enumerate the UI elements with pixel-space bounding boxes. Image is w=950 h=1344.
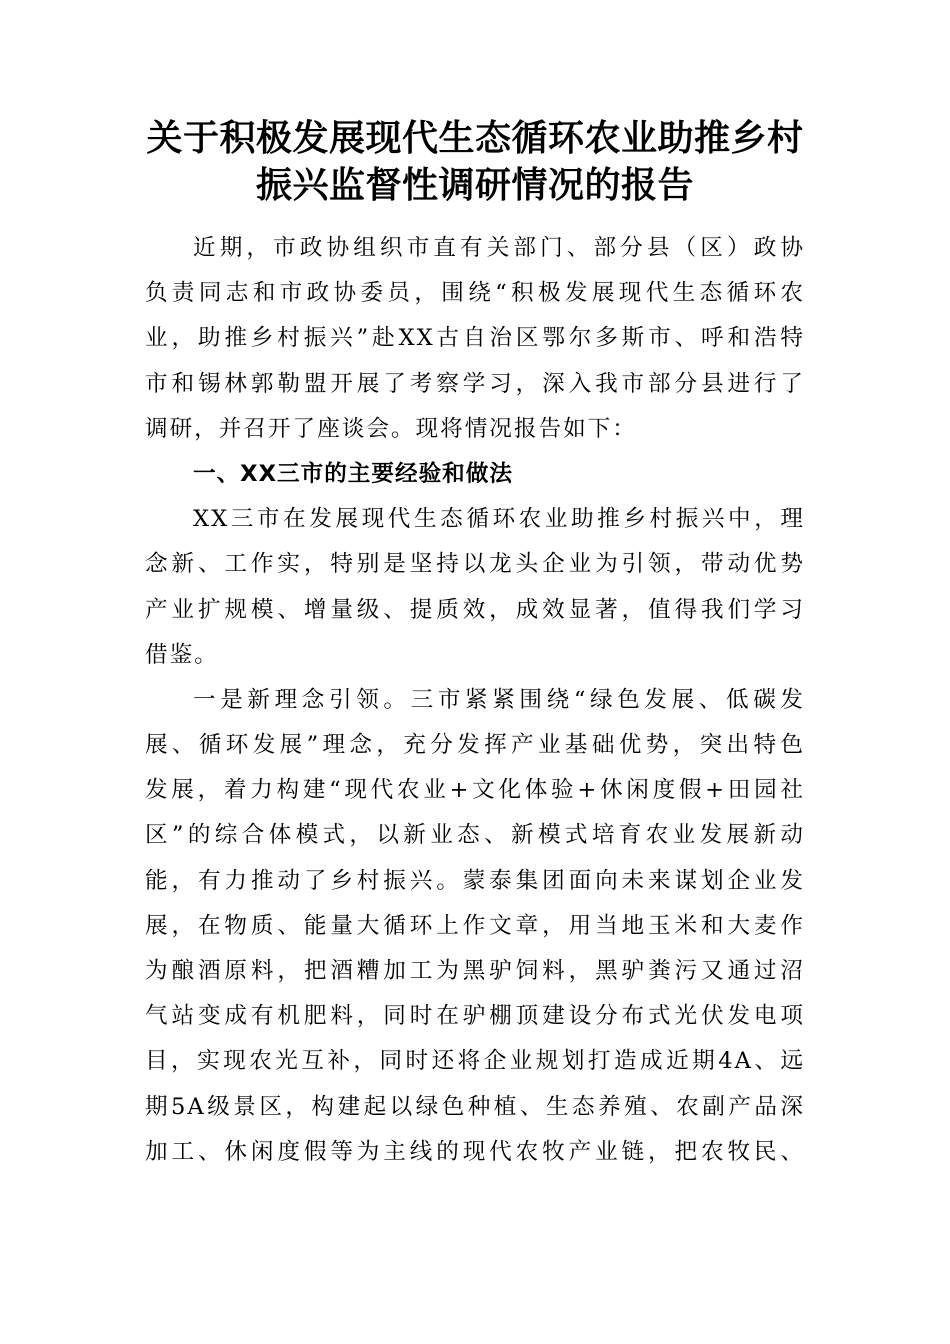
text-line: 展，在物质、能量大循环上作文章，用当地玉米和大麦作 (145, 912, 805, 939)
paragraph-intro (145, 226, 805, 452)
text-line: 调研，并召开了座谈会。现将情况报告如下： (145, 415, 637, 442)
text-line: 一是新理念引领。三市紧紧围绕“绿色发展、低碳发 (193, 686, 805, 713)
text-line: 借鉴。 (145, 641, 219, 668)
document-body (145, 226, 805, 1175)
text-line: 加工、休闲度假等为主线的现代农牧产业链，把农牧民、 (145, 1138, 805, 1165)
text-line: 业，助推乡村振兴”赴XX古自治区鄂尔多斯市、呼和浩特 (145, 325, 805, 352)
text-line: 念新、工作实，特别是坚持以龙头企业为引领，带动优势 (145, 551, 805, 578)
document-title-line-2: 振兴监督性调研情况的报告 (255, 164, 694, 206)
text-line: 区”的综合体模式，以新业态、新模式培育农业发展新动 (145, 822, 805, 849)
text-line: 为酿酒原料，把酒糟加工为黑驴饲料，黑驴粪污又通过沼 (145, 958, 805, 984)
text-line: 近期，市政协组织市直有关部门、部分县（区）政协 (193, 235, 805, 261)
section-heading: 一、XX三市的主要经验和做法 (193, 460, 513, 487)
text-line: 负责同志和市政协委员，围绕“积极发展现代生态循环农 (145, 280, 805, 307)
text-line: 能，有力推动了乡村振兴。蒙泰集团面向未来谋划企业发 (145, 867, 805, 894)
text-line: 气站变成有机肥料，同时在驴棚顶建设分布式光伏发电项 (145, 1003, 805, 1030)
text-line: 发展，着力构建“现代农业+文化体验+休闲度假+田园社 (145, 777, 805, 804)
text-line: 产业扩规模、增量级、提质效，成效显著，值得我们学习 (145, 596, 805, 623)
text-line: 期5A级景区，构建起以绿色种植、生态养殖、农副产品深 (145, 1093, 805, 1120)
text-line: 目，实现农光互补，同时还将企业规划打造成近期4A、远 (145, 1048, 805, 1075)
text-line: 展、循环发展”理念，充分发挥产业基础优势，突出特色 (145, 732, 805, 759)
text-line: XX三市在发展现代生态循环农业助推乡村振兴中，理 (193, 506, 805, 533)
text-line: 市和锡林郭勒盟开展了考察学习，深入我市部分县进行了 (145, 370, 805, 397)
paragraph-new-concept (145, 678, 805, 1175)
paragraph-experience (145, 497, 805, 678)
document-title-line-1: 关于积极发展现代生态循环农业助推乡村 (146, 117, 804, 159)
